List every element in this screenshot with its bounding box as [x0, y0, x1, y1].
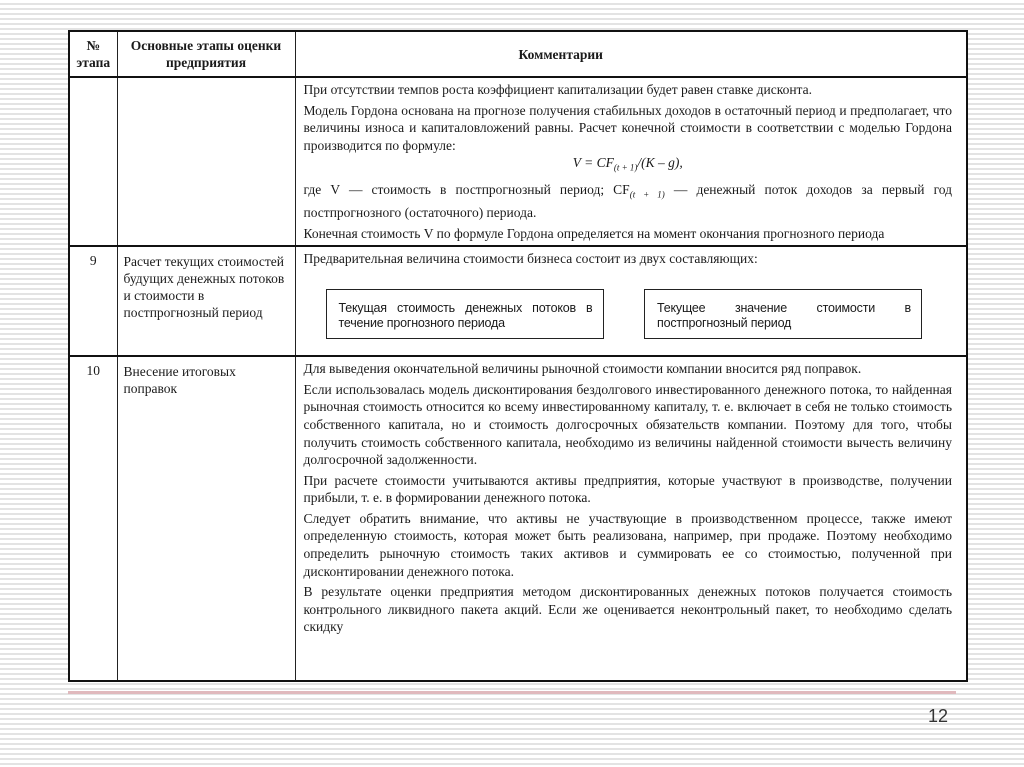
stage-name: [117, 77, 295, 246]
comment-paragraph: Для выведения окончательной величины рыночной стоимости компании вносится ряд поправок.: [303, 361, 862, 377]
table-row: [69, 356, 967, 681]
stage-name: Расчет текущих стоимостей будущих денежных потоков и стоимости в постпрогнозный период: [117, 246, 295, 356]
stage-comment: [295, 356, 967, 681]
header-stage-number: № этапа: [69, 31, 117, 77]
gordon-formula: $V = CF_{(t + 1)}/(K - g)$,: [572, 155, 683, 174]
comment-paragraph: где V — стоимость в постпрогнозный период; $CF_{(t + 1)}$ — денежный поток доходов за первый год постпрогнозного (остаточного) периода.: [303, 181, 952, 220]
comment-paragraph: Модель Гордона основана на прогнозе получения стабильных доходов в остаточный период и предполагает, что величины износа и капиталовложений равны. Расчет конечной стоимости в соответствии с моделью Гордона производится по формуле:: [303, 102, 952, 153]
stage-number: 10: [69, 356, 117, 681]
page-number: 12: [928, 706, 949, 726]
stage-number: 9: [69, 246, 117, 356]
table-row: [69, 77, 967, 246]
value-components-diagram: [304, 271, 953, 339]
comment-paragraph: Предварительная величина стоимости бизнеса состоит из двух составляющих:: [303, 251, 758, 267]
comment-paragraph: При расчете стоимости учитываются активы предприятия, которые участвуют в производстве, получении прибыли, т. е. в формировании денежного потока.: [303, 472, 952, 506]
footer-divider: [68, 691, 956, 694]
stage-number: [69, 77, 117, 246]
comment-paragraph: Конечная стоимость V по формуле Гордона определяется на момент окончания прогнозного периода: [303, 225, 885, 241]
stage-comment: [295, 77, 967, 246]
comment-paragraph: Следует обратить внимание, что активы не участвующие в производственном процессе, также имеют определенную стоимость, которая может быть реализована, например, при продаже. Поэтому необходимо определить рыночную стоимость таких активов и суммировать ее со стоимостью, полученной при дисконтировании денежного потока.: [303, 510, 952, 579]
comment-paragraph: При отсутствии темпов роста коэффициент капитализации будет равен ставке дисконта.: [303, 82, 812, 97]
postforecast-value-box: Текущее значение стоимости в постпрогнозный период: [644, 289, 922, 339]
header-comments: Комментарии: [295, 31, 967, 77]
table-row: [69, 246, 967, 356]
valuation-stages-table: [68, 30, 968, 682]
table-header-row: [69, 31, 967, 77]
comment-paragraph: В результате оценки предприятия методом дисконтированных денежных потоков получается стоимость контрольного ликвидного пакета акций. Если же оценивается неконтрольный пакет, то необходимо сделать скидку: [303, 584, 952, 635]
stage-name: Внесение итоговых поправок: [117, 356, 295, 681]
header-stage-name: Основные этапы оценки предприятия: [117, 31, 295, 77]
forecast-period-value-box: Текущая стоимость денежных потоков в течение прогнозного периода: [326, 289, 604, 339]
comment-paragraph: Если использовалась модель дисконтирования бездолгового инвестированного денежного потока, то найденная рыночная стоимость относится ко всему инвестированному капиталу, т. е. включает в себя не только стоимость собственного капитала, но и стоимость долгосрочных обязательств компании. Поэтому для того, чтобы получить стоимость собственного капитала, необходимо из величины найденной стоимости вычесть величину долгосрочной задолженности.: [303, 381, 952, 468]
stage-comment: [295, 246, 967, 356]
